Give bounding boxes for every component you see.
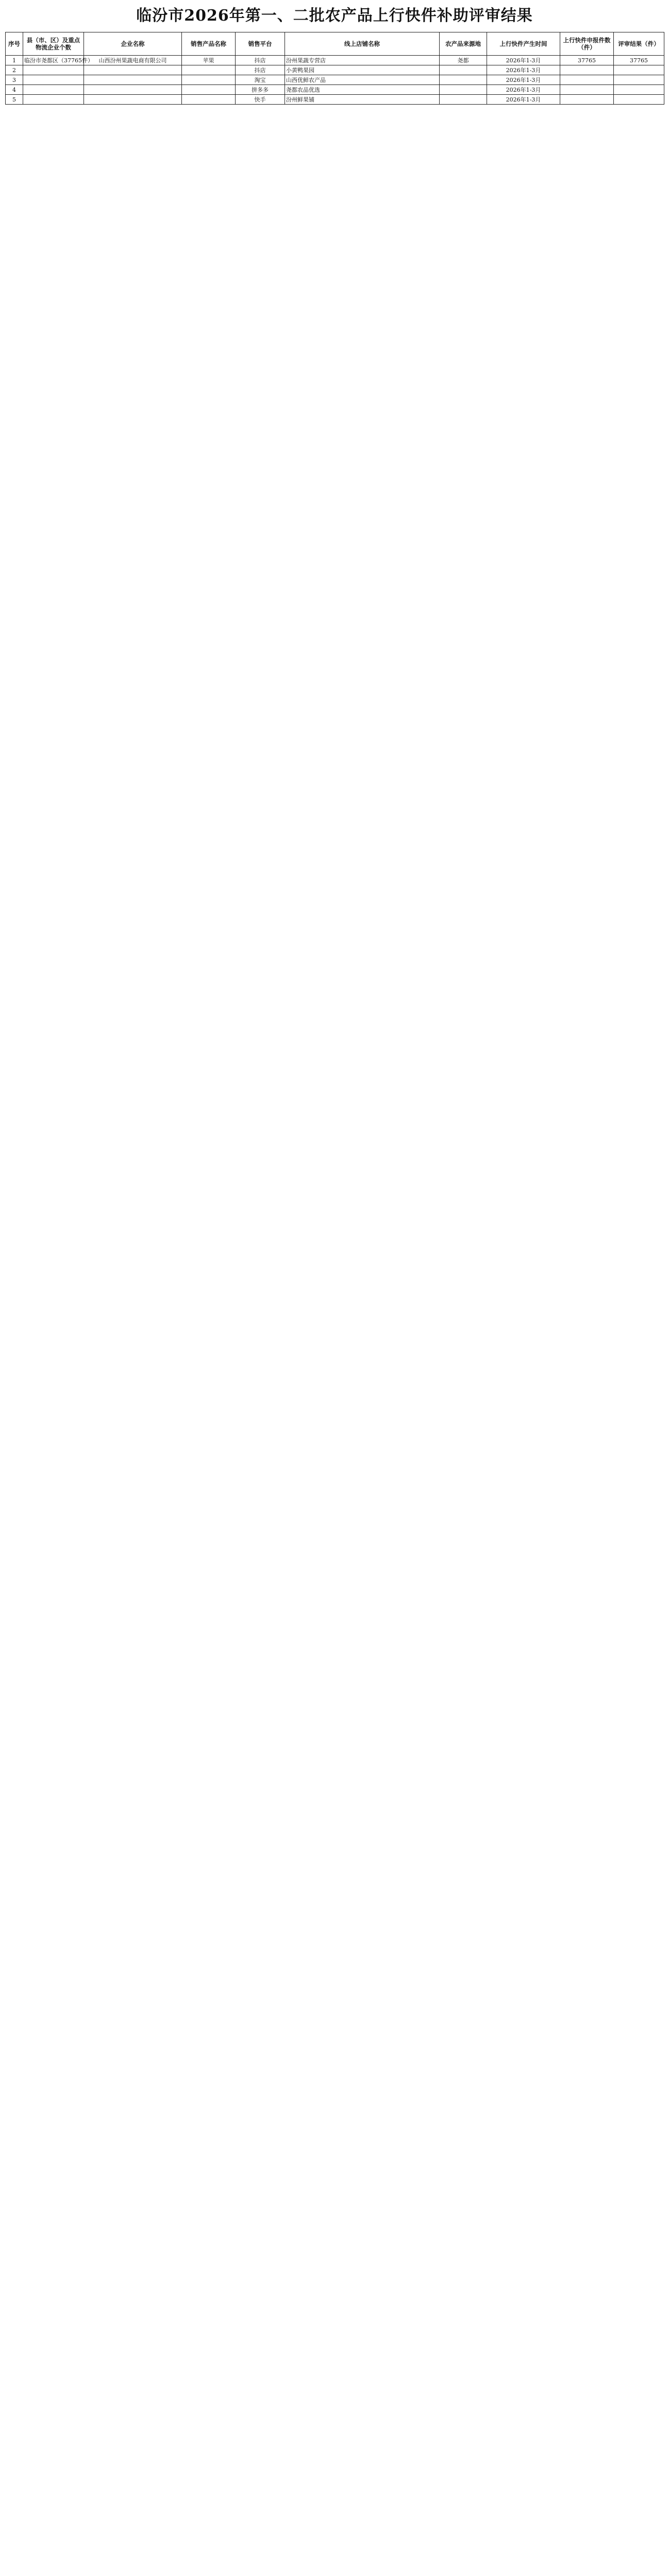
cell-period: 2026年1-3月 <box>487 56 560 65</box>
cell-declared <box>560 65 614 75</box>
cell-county <box>23 85 84 95</box>
cell-product <box>182 95 236 105</box>
table-row <box>6 56 664 65</box>
cell-company <box>84 85 182 95</box>
cell-shop: 汾州果蔬专营店 <box>285 56 440 65</box>
cell-index: 4 <box>6 85 23 95</box>
header-period: 上行快件产生时间 <box>487 32 560 56</box>
cell-product <box>182 75 236 85</box>
header-county: 县（市、区）及重点物流企业个数 <box>23 32 84 56</box>
cell-period: 2026年1-3月 <box>487 75 560 85</box>
cell-product <box>182 65 236 75</box>
table-row <box>6 95 664 105</box>
cell-period: 2026年1-3月 <box>487 95 560 105</box>
cell-origin <box>440 85 487 95</box>
cell-product: 苹果 <box>182 56 236 65</box>
cell-platform: 拼多多 <box>236 85 285 95</box>
header-product: 销售产品名称 <box>182 32 236 56</box>
header-origin: 农产品来源地 <box>440 32 487 56</box>
cell-county: 临汾市尧都区（37765件） <box>23 56 84 65</box>
cell-platform: 淘宝 <box>236 75 285 85</box>
cell-declared: 37765 <box>560 56 614 65</box>
cell-company <box>84 95 182 105</box>
table-header-row <box>6 32 664 56</box>
cell-company <box>84 65 182 75</box>
cell-shop: 小黄鸭果园 <box>285 65 440 75</box>
cell-origin <box>440 95 487 105</box>
document-title: 临汾市2026年第一、二批农产品上行快件补助评审结果 <box>136 7 533 25</box>
header-result: 评审结果（件） <box>614 32 664 56</box>
cell-company: 山西汾州果蔬电商有限公司 <box>84 56 182 65</box>
cell-declared <box>560 75 614 85</box>
cell-declared <box>560 95 614 105</box>
cell-product <box>182 85 236 95</box>
subsidy-results-table <box>5 32 664 105</box>
cell-county <box>23 75 84 85</box>
cell-platform: 抖店 <box>236 65 285 75</box>
header-shop: 线上店铺名称 <box>285 32 440 56</box>
cell-shop: 山西优鲜农产品 <box>285 75 440 85</box>
cell-index: 3 <box>6 75 23 85</box>
table-row <box>6 65 664 75</box>
cell-origin <box>440 75 487 85</box>
cell-shop: 尧都农品优选 <box>285 85 440 95</box>
table-row <box>6 85 664 95</box>
header-declared: 上行快件申报件数（件） <box>560 32 614 56</box>
cell-result <box>614 85 664 95</box>
cell-shop: 汾州鲜果铺 <box>285 95 440 105</box>
cell-platform: 快手 <box>236 95 285 105</box>
cell-declared <box>560 85 614 95</box>
table-body <box>6 56 664 105</box>
header-index: 序号 <box>6 32 23 56</box>
cell-index: 1 <box>6 56 23 65</box>
cell-period: 2026年1-3月 <box>487 65 560 75</box>
cell-index: 2 <box>6 65 23 75</box>
cell-company <box>84 75 182 85</box>
header-company: 企业名称 <box>84 32 182 56</box>
cell-platform: 抖店 <box>236 56 285 65</box>
cell-result <box>614 75 664 85</box>
cell-index: 5 <box>6 95 23 105</box>
cell-county <box>23 65 84 75</box>
cell-origin: 尧都 <box>440 56 487 65</box>
cell-origin <box>440 65 487 75</box>
cell-result: 37765 <box>614 56 664 65</box>
header-platform: 销售平台 <box>236 32 285 56</box>
cell-period: 2026年1-3月 <box>487 85 560 95</box>
table-row <box>6 75 664 85</box>
cell-county <box>23 95 84 105</box>
cell-result <box>614 95 664 105</box>
cell-result <box>614 65 664 75</box>
